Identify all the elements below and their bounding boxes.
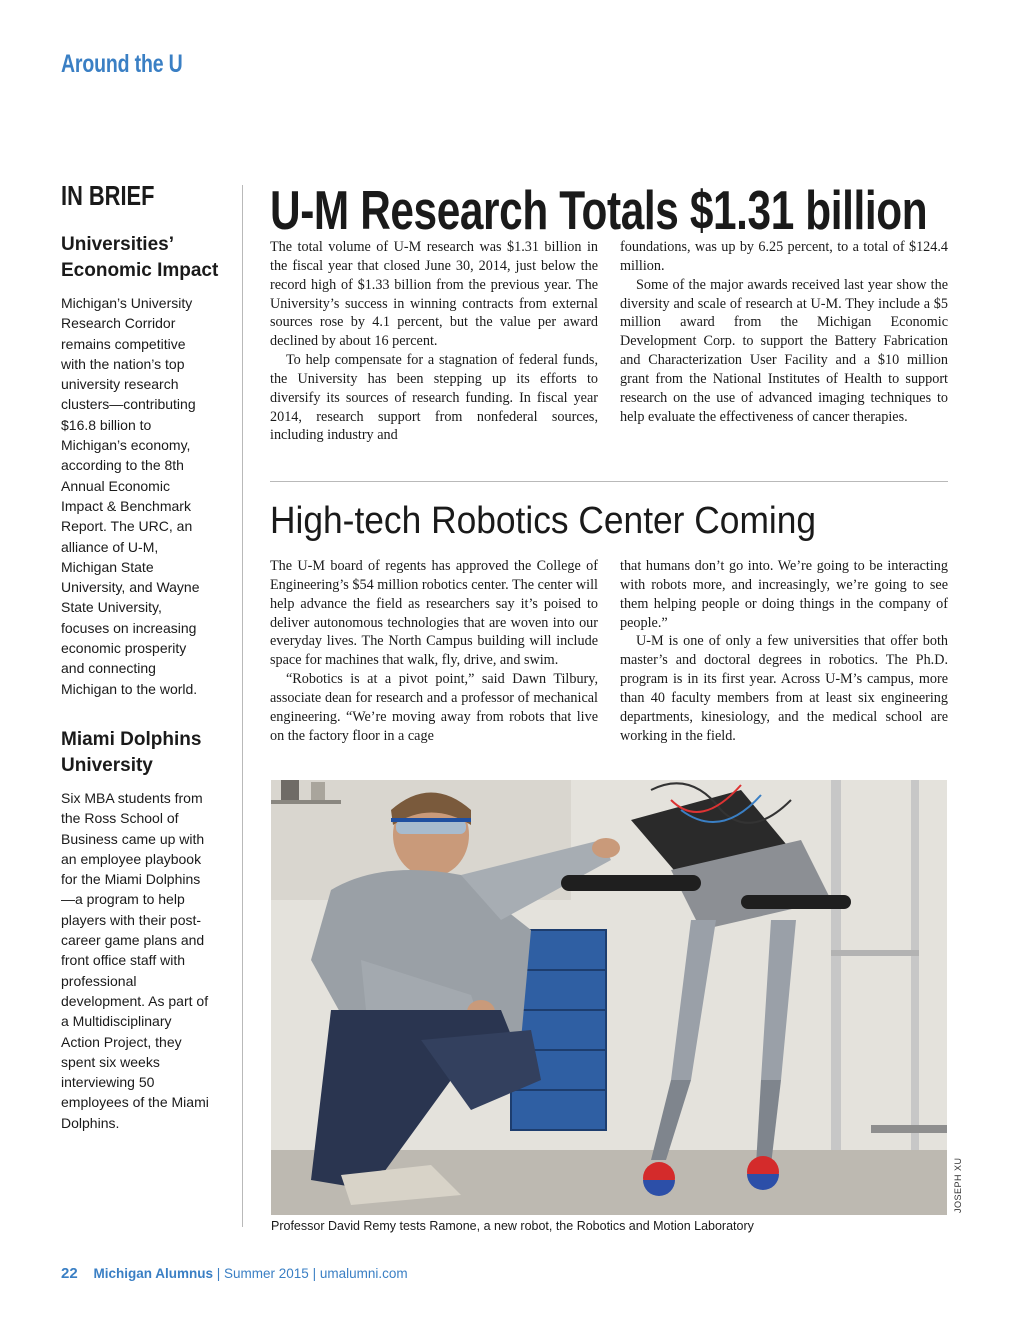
footer-separator: | (312, 1266, 317, 1281)
paragraph: foundations, was up by 6.25 percent, to a total of $124.4 million. (620, 239, 948, 274)
issue-date: Summer 2015 (224, 1266, 309, 1281)
paragraph: “Robotics is at a pivot point,” said Dawn Tilbury, associate dean for research and a professor of mechanical engineering. “We’re moving away from robots that live on the factory floor in a cage (270, 671, 598, 744)
in-brief-heading: IN BRIEF (61, 180, 155, 211)
robotics-headline: High-tech Robotics Center Coming (270, 500, 817, 542)
robot-lab-photo (271, 780, 947, 1215)
paragraph: that humans don’t go into. We’re going to be interacting with robots more, and increasingly, we’re going to see them helping people or doing things in the company of people.” (620, 558, 948, 631)
page-footer (61, 1265, 408, 1282)
paragraph: U-M is one of only a few universities that offer both master’s and doctoral degrees in robotics. The Ph.D. program is in its first year. Across U-M’s campus, more than 40 faculty members from at least six engineering departments, kinesiology, and the medical school are working in the field. (620, 633, 948, 744)
website-link[interactable]: umalumni.com (319, 1266, 408, 1281)
section-label: Around the U (61, 50, 183, 78)
magazine-name: Michigan Alumnus (93, 1266, 213, 1281)
brief-body-economic-impact: Michigan’s University Research Corridor remains competitive with the nation’s top university research clusters—contributing $16.8 billion to Michigan’s economy, according to the 8th Annual Economic Impact & Benchmark Report. The URC, an alliance of U-M, Michigan State University, and Wayne State University, focuses on increasing economic prosperity and connecting Michigan to the world. (61, 295, 200, 697)
brief-title-economic-impact: Universities’ Economic Impact (61, 234, 219, 281)
research-column-2 (620, 238, 948, 426)
footer-separator: | (216, 1266, 221, 1281)
photo-caption: Professor David Remy tests Ramone, a new robot, the Robotics and Motion Laboratory (271, 1219, 754, 1233)
paragraph: To help compensate for a stagnation of federal funds, the University has been stepping up its efforts to diversify its sources of research funding. In fiscal year 2014, research support from nonfederal sources, including industry and (270, 352, 598, 444)
column-divider (242, 185, 243, 1227)
research-headline: U-M Research Totals $1.31 billion (270, 179, 928, 241)
in-brief-sidebar (61, 180, 221, 1133)
robotics-column-1 (270, 557, 598, 745)
robotics-column-2 (620, 557, 948, 745)
brief-title-miami-dolphins: Miami Dolphins University (61, 728, 202, 776)
article-divider (270, 481, 948, 482)
photo-credit: JOSEPH XU (953, 1157, 963, 1213)
paragraph: The total volume of U-M research was $1.31 billion in the fiscal year that closed June 30, 2014, just below the record high of $1.33 billion from the previous year. The University’s success in winning contracts from external sources rose by 4.1 percent, but the value per award declined by about 16 percent. (270, 239, 598, 350)
paragraph: Some of the major awards received last year show the diversity and scale of research at U-M. They include a $5 million award from the Michigan Economic Development Corp. to support the Battery Fabrication and Characterization User Facility and a $10 million grant from the National Institutes of Health to support research on the use of advanced imaging techniques to help evaluate the effectiveness of cancer therapies. (620, 276, 948, 425)
paragraph: The U-M board of regents has approved the College of Engineering’s $54 million robotics center. The center will help advance the field as researchers say it’s poised to deliver autonomous technologies that are woven into our everyday lives. The North Campus building will include space for machines that walk, fly, drive, and swim. (270, 558, 598, 669)
research-column-1 (270, 238, 598, 445)
page-number: 22 (61, 1265, 78, 1282)
brief-body-miami-dolphins: Six MBA students from the Ross School of Business came up with an employee playbook for the Miami Dolphins—a program to help players with their post-career game plans and front office staff with professional development. As part of a Multidisciplinary Action Project, they spent six weeks interviewing 50 employees of the Miami Dolphins. (61, 789, 209, 1131)
